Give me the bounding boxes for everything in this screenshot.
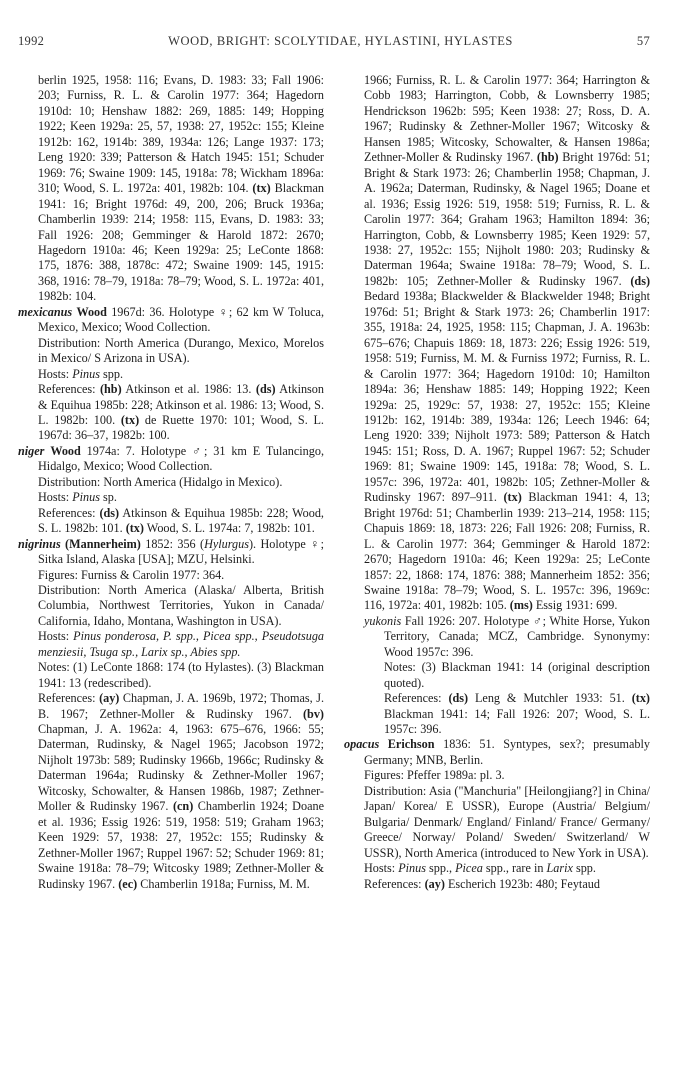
species-name: nigrinus	[18, 536, 61, 551]
notes: Notes: (3) Blackman 1941: 14 (original description quoted).	[384, 660, 650, 690]
hosts-label: Hosts:	[38, 490, 73, 505]
reference-category-code: (ms)	[509, 598, 533, 613]
species-heading-text: 1974a: 7. Holotype ♂; 31 km E Tulancingo, Hidalgo, Mexico; Wood Collection.	[38, 443, 324, 474]
references: References: (ds) Atkinson & Equihua 1985b: 228; Wood, S. L. 1982b: 101. (tx) Wood, S. L. 1974a: 7, 1982b: 101.	[38, 505, 324, 536]
references: References: (ay) Chapman, J. A. 1969b, 1972; Thomas, J. B. 1967; Zethner-Moller & Rudinsky 1967. (bv) Chapman, J. A. 1962a: 4, 1963: 675–676, 1966: 55; Daterman, Rudinsky, & Nagel 1965; Jacobson 1972; Nijholt 1973b: 589; Rudinsky 1966b, 1966c; Rudinsky & Daterman 1964a; Rudinsky & Zethner-Moller 1967; Witcosky, Schowalter, & Hansen 1986b, 1987; Zethner-Moller & Rudinsky 1967. (cn) Chamberlin 1924; Doane et al. 1936; Essig 1926: 519, 1958: 519; Graham 1963; Keen 1929: 57, 1938: 27, 1952c: 155; Rudinsky & Zethner-Moller 1967; Ruppel 1967: 52; Schuder 1969: 81; Swaine 1918a: 78–79; Witcosky 1989; Zethner-Moller & Rudinsky 1967. (ec) Chamberlin 1918a; Furniss, M. M.	[38, 691, 324, 891]
species-entry-niger	[18, 444, 324, 537]
hosts-label: Hosts:	[364, 861, 399, 876]
species-name: opacus	[344, 737, 380, 752]
species-heading-text: 1967d: 36. Holotype ♀; 62 km W Toluca, Mexico, Mexico; Wood Collection.	[38, 304, 325, 335]
reference-category-code: (hb)	[99, 382, 122, 397]
reference-category-code: (bv)	[303, 706, 324, 721]
continued-references: 1966; Furniss, R. L. & Carolin 1977: 364; Harrington & Cobb 1983; Harrington, Cobb, & Lownsberry 1985; Hendrickson 1962b: 595; Keen 1938: 27; Ross, D. A. 1967; Rudinsky & Zethner-Moller 1967; Witcosky & Hansen 1985; Witcosky, Schowalter, & Hansen 1986a; Zethner-Moller & Rudinsky 1967. (hb) Bright 1976d: 51; Bright & Stark 1973: 26; Chamberlin 1958; Chapman, J. A. 1962a; Daterman, Rudinsky, & Nagel 1965; Doane et al. 1936; Essig 1926: 519, 1958: 519; Furniss, R. L. & Carolin 1977: 364; Graham 1963; Hamilton 1894: 36; Harrington, Cobb, & Lownsberry 1985; Keen 1929: 57, 1938: 27, 1952c: 155; Nijholt 1980: 203; Rudinsky & Daterman 1964a; Swaine 1918a: 78–79; Wood, S. L. 1982b: 105; Zethner-Moller & Rudinsky 1967. (ds) Bedard 1938a; Blackwelder & Blackwelder 1948; Bright 1976d: 51; Bright & Stark 1973: 26; Chamberlin 1917: 355, 1918a: 24, 1925, 1958: 115; Chapman, J. A. 1963b: 675–676; Chapuis 1869: 18, 1873: 226; Essig 1926: 519, 1958: 519; Furniss, M. M. & Furniss 1972; Furniss, R. L. & Carolin 1977: 364; Hagedorn 1910d: 10; Hamilton 1894a: 36; Henshaw 1885: 149; Hopping 1922; Keen 1929a: 25, 1929c: 57, 1938: 27, 1952c: 155; Kleine 1912b: 162, 1914b: 389, 1934a: 126; Leech 1946: 64; Leng 1920: 339; Nijholt 1973: 589; Patterson & Hatch 1945: 151; Ross, D. A. 1967; Ruppel 1967: 52; Schuder 1969: 81; Swaine 1909: 145, 1918a: 78; Wood, S. L. 1957c: 396, 1972a: 401, 1982b: 105; Zethner-Moller & Rudinsky 1967: 897–911. (tx) Blackman 1941: 4, 13; Bright 1976d: 51; Chamberlin 1939: 213–214, 1958: 115; Chapuis 1869: 18, 1873: 226; Fall 1926: 208; Furniss, R. L. & Carolin 1977: 364; Gemminger & Harold 1872: 2670; Hagedorn 1910a: 46; Keen 1929a: 25; LeConte 1857: 22, 1868: 174, 1876: 388; Mannerheim 1852: 356; Swaine 1918a: 78–79; Wood, S. L. 1957c: 396, 1969c: 116, 1972a: 401, 1982b: 105. (ms) Essig 1931: 699.	[364, 73, 650, 613]
synonym-entry-yukonis	[344, 614, 650, 738]
hosts-text: spp.,	[425, 861, 456, 876]
species-heading	[344, 737, 651, 768]
host-genus: Pinus	[72, 490, 100, 505]
hosts-text: spp.	[99, 366, 123, 381]
species-entry-mexicanus	[18, 305, 324, 444]
hosts	[38, 629, 324, 660]
hosts	[38, 490, 324, 505]
species-author: Wood	[76, 304, 107, 319]
hosts	[38, 367, 324, 382]
reference-category-code: (ds)	[448, 691, 469, 706]
species-author: Erichson	[387, 737, 435, 752]
hosts-text: spp.	[572, 861, 596, 876]
reference-category-code: (ec)	[118, 876, 138, 891]
reference-category-code: (tx)	[125, 521, 144, 536]
references: References: (hb) Atkinson et al. 1986: 13. (ds) Atkinson & Equihua 1985b: 228; Atkinson et al. 1986: 13; Wood, S. L. 1982b: 100. (tx) de Ruette 1970: 101; Wood, S. L. 1967d: 36–37, 1982b: 100.	[38, 382, 324, 443]
left-column	[18, 73, 324, 892]
reference-category-code: (ay)	[424, 876, 445, 891]
references: References: (ds) Leng & Mutchler 1933: 51. (tx) Blackman 1941: 14; Fall 1926: 207; Wood, S. L. 1957c: 396.	[384, 691, 650, 737]
distribution: Distribution: North America (Alaska/ Alberta, British Columbia, Northwest Territories, Yukon in Canada/ California, Idaho, Montana, Washington in USA).	[38, 582, 324, 628]
species-entry-opacus	[344, 737, 650, 892]
references: References: (ay) Escherich 1923b: 480; Feytaud	[364, 876, 600, 891]
reference-category-code: (ds)	[630, 273, 650, 288]
reference-category-code: (ds)	[99, 505, 120, 520]
synonym-name: yukonis	[364, 613, 402, 628]
distribution: Distribution: Asia ("Manchuria" [Heilongjiang?] in China/ Japan/ Korea/ E USSR), Europe (Austria/ Belgium/ Bulgaria/ Denmark/ England/ Finland/ France/ Germany/ Greece/ Norway/ Poland/ Sweden/ Switzerland/ W USSR), North America (introduced to New York in USA).	[364, 783, 650, 860]
hosts	[364, 861, 650, 876]
species-heading	[18, 443, 324, 475]
reference-category-code: (tx)	[252, 181, 271, 196]
reference-category-code: (cn)	[172, 799, 194, 814]
host-list: Pinus ponderosa, P. spp., Picea spp., Pseudotsuga menziesii, Tsuga sp., Larix sp., Abies spp.	[38, 629, 325, 659]
species-name: niger	[18, 443, 45, 458]
species-heading	[18, 304, 325, 336]
header-year: 1992	[18, 34, 45, 48]
species-heading-text: ). Holotype ♀; Sitka Island, Alaska [USA]; MZU, Helsinki.	[38, 536, 324, 567]
species-author: (Mannerheim)	[65, 536, 141, 551]
synonym-heading	[364, 613, 650, 660]
distribution: Distribution: North America (Durango, Mexico, Morelos in Mexico/ S Arizona in USA).	[38, 335, 324, 366]
distribution: Distribution: North America (Hidalgo in Mexico).	[38, 474, 283, 489]
figures: Figures: Pfeffer 1989a: pl. 3.	[364, 768, 505, 783]
reference-category-code: (tx)	[631, 691, 650, 706]
reference-category-code: (ds)	[255, 382, 276, 397]
species-name: mexicanus	[18, 304, 73, 319]
running-head	[18, 34, 650, 49]
species-heading	[18, 536, 324, 568]
continued-references: berlin 1925, 1958: 116; Evans, D. 1983: 33; Fall 1906: 203; Furniss, R. L. & Carolin 1977: 364; Hagedorn 1910d: 10; Henshaw 1882: 269, 1885: 149; Hopping 1922; Keen 1929a: 25, 57, 1938: 27, 1952c: 155; Kleine 1912b: 162, 1914b: 389, 1934a: 126; Lange 1937: 173; Leng 1920: 339; Patterson & Hatch 1945: 151; Schuder 1969: 76; Swaine 1909: 145, 1918a: 78; Wickham 1896a: 310; Wood, S. L. 1972a: 401, 1982b: 104. (tx) Blackman 1941: 16; Bright 1976d: 49, 200, 206; Bruck 1936a; Chamberlin 1939: 214; 1958: 115, Evans, D. 1983: 33; Fall 1926: 208; Gemminger & Harold 1872: 2670; Hagedorn 1910a: 46; Keen 1929a: 25; LeConte 1868: 175, 1876: 388, 1878c: 472; Swaine 1909: 145, 1915: 368, 1916: 78–79, 1918a: 78–79; Wood, S. L. 1972a: 401, 1982b: 104.	[38, 73, 324, 304]
host-genus: Pinus	[72, 366, 100, 381]
host-genus: Pinus	[398, 861, 426, 876]
header-title: WOOD, BRIGHT: SCOLYTIDAE, HYLASTINI, HYLASTES	[168, 34, 513, 48]
original-genus: Hylurgus	[204, 536, 249, 551]
right-column	[344, 73, 650, 892]
figures: Figures: Furniss & Carolin 1977: 364.	[38, 567, 225, 582]
species-heading-text: 1836: 51. Syntypes, sex?; presumably Germany; MNB, Berlin.	[364, 737, 651, 767]
species-author: Wood	[50, 443, 81, 458]
notes: Notes: (1) LeConte 1868: 174 (to Hylastes). (3) Blackman 1941: 13 (redescribed).	[38, 660, 324, 690]
synonym-heading-text: Fall 1926: 207. Holotype ♂; White Horse, Yukon Territory, Canada; MCZ, Cambridge. Synonymy: Wood 1957c: 396.	[384, 613, 650, 659]
reference-category-code: (hb)	[536, 150, 559, 165]
reference-category-code: (tx)	[120, 412, 140, 427]
reference-category-code: (tx)	[503, 490, 522, 505]
host-genus: Larix	[546, 861, 573, 876]
hosts-label: Hosts:	[38, 629, 74, 644]
species-entry-nigrinus	[18, 537, 324, 892]
page-number: 57	[636, 34, 650, 48]
hosts-label: Hosts:	[38, 366, 73, 381]
hosts-text: sp.	[99, 490, 117, 505]
species-year: 1852: 356 (	[140, 536, 205, 551]
reference-category-code: (ay)	[99, 691, 120, 706]
hosts-text: spp., rare in	[482, 861, 547, 876]
host-genus: Picea	[455, 861, 483, 876]
